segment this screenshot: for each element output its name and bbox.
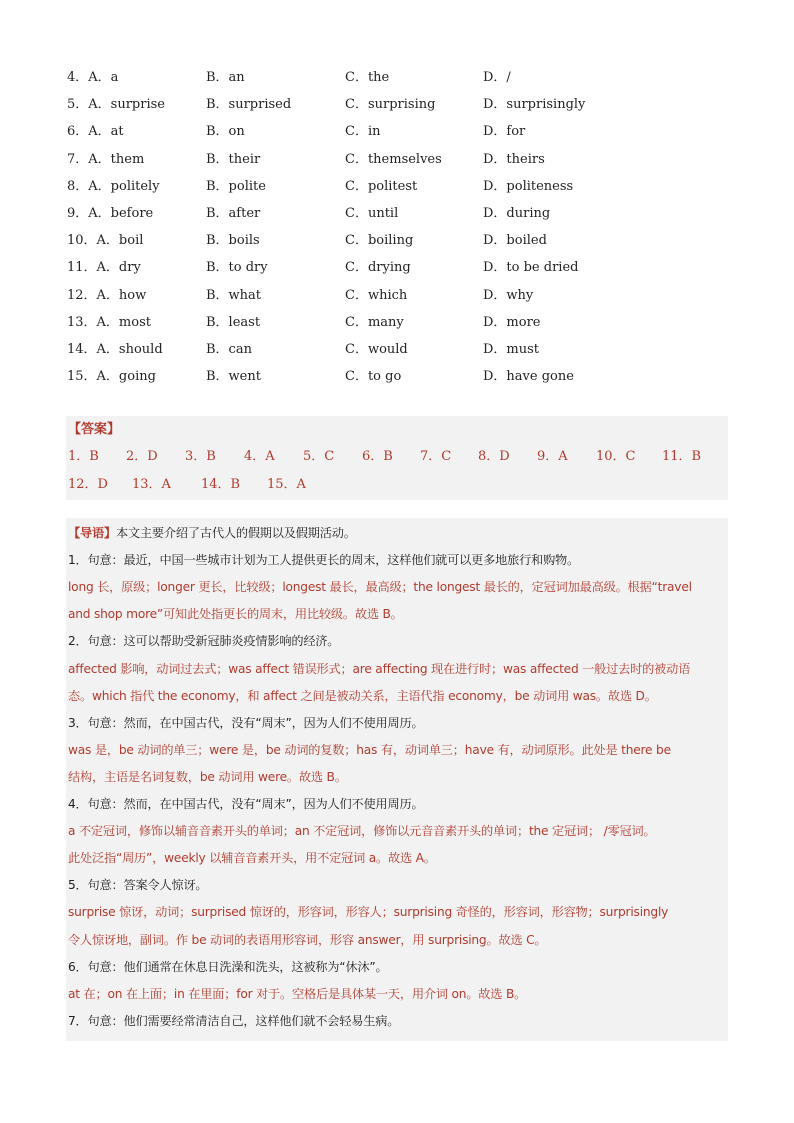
option-a: A．going	[96, 369, 156, 385]
question-number-and-option-a	[67, 227, 143, 254]
question-row	[67, 118, 727, 145]
question-number: 10．	[67, 233, 97, 249]
explanation-line: was 是，be 动词的单三；were 是，be 动词的复数；has 有，动词单三；have 有，动词原形。此处是 there be	[68, 742, 671, 757]
explanation-intro	[68, 524, 726, 541]
option-c: C．drying	[345, 260, 411, 276]
option-c: C．boiling	[345, 233, 414, 249]
question-number: 6．	[67, 124, 89, 140]
option-b: B．on	[206, 124, 245, 140]
option-d: D．theirs	[483, 151, 545, 167]
option-c: C．surprising	[345, 97, 436, 113]
answer-title: 【答案】	[68, 422, 121, 437]
option-a: A．before	[88, 205, 154, 221]
option-b: B．boils	[206, 233, 260, 249]
explanation-line: 1．句意：最近，中国一些城市计划为工人提供更长的周末，这样他们就可以更多地旅行和购物。	[68, 553, 580, 568]
question-row	[67, 146, 727, 173]
answer-item: 15．A	[267, 477, 306, 492]
explanation-box	[66, 518, 728, 1041]
option-c: C．many	[345, 314, 404, 330]
explanation-line: 4．句意：然而，在中国古代，没有“周末”，因为人们不使用周历。	[68, 797, 424, 811]
question-number: 14．	[67, 341, 97, 357]
question-number-and-option-a	[67, 254, 141, 281]
explanation-line: surprise 惊讶，动词；surprised 惊讶的，形容词，形容人；surprising 奇怪的，形容词，形容物；surprisingly	[68, 905, 669, 920]
question-number: 5．	[67, 97, 89, 113]
option-d: D．surprisingly	[483, 97, 586, 113]
option-b: B．their	[206, 151, 261, 167]
answer-item: 3．B	[185, 449, 216, 464]
option-a: A．boil	[96, 233, 144, 249]
answer-item: 9．A	[537, 449, 568, 464]
question-number-and-option-a	[67, 64, 118, 91]
option-b: B．polite	[206, 178, 266, 194]
explanation-line: long 长，原级；longer 更长，比较级；longest 最长，最高级；the longest 最长的，定冠词加最高级。根据“travel	[68, 580, 692, 595]
question-number: 8．	[67, 178, 89, 194]
option-a: A．at	[88, 124, 124, 140]
question-row	[67, 254, 727, 281]
option-c: C．in	[345, 124, 381, 140]
question-number: 12．	[67, 287, 97, 303]
option-c: C．would	[345, 341, 408, 357]
question-number: 9．	[67, 205, 89, 221]
option-b: B．after	[206, 205, 261, 221]
question-number-and-option-a	[67, 309, 151, 336]
answer-item: 14．B	[201, 477, 241, 492]
explanation-line: 3．句意：然而，在中国古代，没有“周末”，因为人们不使用周历。	[68, 715, 424, 730]
question-row	[67, 227, 727, 254]
question-number-and-option-a	[67, 146, 144, 173]
answer-item: 2．D	[126, 449, 158, 464]
option-a: A．dry	[96, 260, 141, 276]
option-d: D．more	[483, 314, 541, 330]
question-row	[67, 336, 727, 363]
option-a: A．them	[88, 151, 145, 167]
question-row	[67, 282, 727, 309]
answer-item: 11．B	[662, 449, 702, 464]
explanation-line: 7．句意：他们需要经常清洁自己，这样他们就不会轻易生病。	[68, 1013, 400, 1028]
option-d: D．must	[483, 341, 540, 357]
question-number-and-option-a	[67, 173, 160, 200]
explanation-line: 态。which 指代 the economy，和 affect 之间是被动关系，主语代指 economy，be 动词用 was。故选 D。	[68, 688, 657, 703]
question-number-and-option-a	[67, 118, 124, 145]
option-d: D．boiled	[483, 233, 547, 249]
question-number: 15．	[67, 369, 97, 385]
option-c: C．themselves	[345, 151, 442, 167]
question-number-and-option-a	[67, 336, 163, 363]
answer-item: 5．C	[303, 449, 335, 464]
explanation-line: and shop more”可知此处指更长的周末，用比较级。故选 B。	[68, 607, 403, 622]
option-d: D．for	[483, 124, 526, 140]
option-a: A．should	[96, 341, 163, 357]
question-row	[67, 64, 727, 91]
option-a: A．surprise	[88, 97, 165, 113]
option-c: C．until	[345, 205, 399, 221]
option-b: B．an	[206, 70, 245, 85]
explanation-line: 结构，主语是名词复数，be 动词用 were。故选 B。	[68, 769, 347, 784]
explanation-line: 此处泛指“周历”，weekly 以辅音音素开头，用不定冠词 a。故选 A。	[68, 851, 436, 866]
option-d: D．/	[483, 70, 511, 85]
answer-item: 13．A	[132, 477, 171, 492]
intro-text: 本文主要介绍了古代人的假期以及假期活动。	[115, 526, 356, 540]
answer-box	[66, 416, 728, 500]
option-b: B．can	[206, 341, 252, 357]
option-b: B．went	[206, 369, 261, 385]
option-c: C．politest	[345, 178, 418, 194]
option-b: B．surprised	[206, 97, 292, 113]
answer-item: 7．C	[420, 449, 452, 464]
option-b: B．least	[206, 314, 261, 330]
option-d: D．have gone	[483, 369, 574, 385]
question-number: 7．	[67, 151, 89, 167]
question-row	[67, 173, 727, 200]
answer-item: 10．C	[596, 449, 636, 464]
question-row	[67, 309, 727, 336]
option-d: D．why	[483, 287, 534, 303]
answer-item: 8．D	[478, 449, 510, 464]
option-d: D．politeness	[483, 178, 574, 194]
question-row	[67, 363, 727, 390]
option-b: B．to dry	[206, 260, 268, 276]
question-number: 11．	[67, 260, 97, 276]
explanation-line: at 在；on 在上面；in 在里面；for 对于。空格后是具体某一天，用介词 on。故选 B。	[68, 986, 527, 1001]
explanation-line: 6．句意：他们通常在休息日洗澡和洗头，这被称为“休沐”。	[68, 959, 388, 974]
option-a: A．politely	[88, 178, 160, 194]
question-number: 4．	[67, 70, 89, 85]
question-number: 13．	[67, 314, 97, 330]
option-c: C．to go	[345, 369, 402, 385]
question-row	[67, 200, 727, 227]
answer-item: 4．A	[244, 449, 275, 464]
option-a: A．most	[96, 314, 151, 330]
explanation-line: a 不定冠词，修饰以辅音音素开头的单词；an 不定冠词，修饰以元音音素开头的单词；the 定冠词； /零冠词。	[68, 824, 656, 839]
option-b: B．what	[206, 287, 262, 303]
answer-item: 12．D	[68, 477, 108, 492]
question-number-and-option-a	[67, 282, 146, 309]
option-a: A．a	[88, 70, 119, 85]
answer-item: 6．B	[362, 449, 393, 464]
explanation-line: 2．句意：这可以帮助受新冠肺炎疫情影响的经济。	[68, 634, 340, 649]
answer-item: 1．B	[68, 449, 99, 464]
question-number-and-option-a	[67, 363, 156, 390]
option-d: D．during	[483, 205, 551, 221]
question-row	[67, 91, 727, 118]
option-c: C．which	[345, 287, 408, 303]
intro-label: 【导语】	[68, 526, 116, 540]
question-number-and-option-a	[67, 91, 165, 118]
option-a: A．how	[96, 287, 147, 303]
question-number-and-option-a	[67, 200, 153, 227]
option-c: C．the	[345, 70, 390, 85]
explanation-line: 5．句意：答案令人惊讶。	[68, 878, 208, 893]
explanation-line: affected 影响，动词过去式；was affect 错误形式；are affecting 现在进行时；was affected 一般过去时的被动语	[68, 661, 691, 676]
question-options	[67, 64, 727, 390]
explanation-line: 令人惊讶地，副词。作 be 动词的表语用形容词，形容 answer，用 surprising。故选 C。	[68, 932, 547, 947]
option-d: D．to be dried	[483, 260, 579, 276]
